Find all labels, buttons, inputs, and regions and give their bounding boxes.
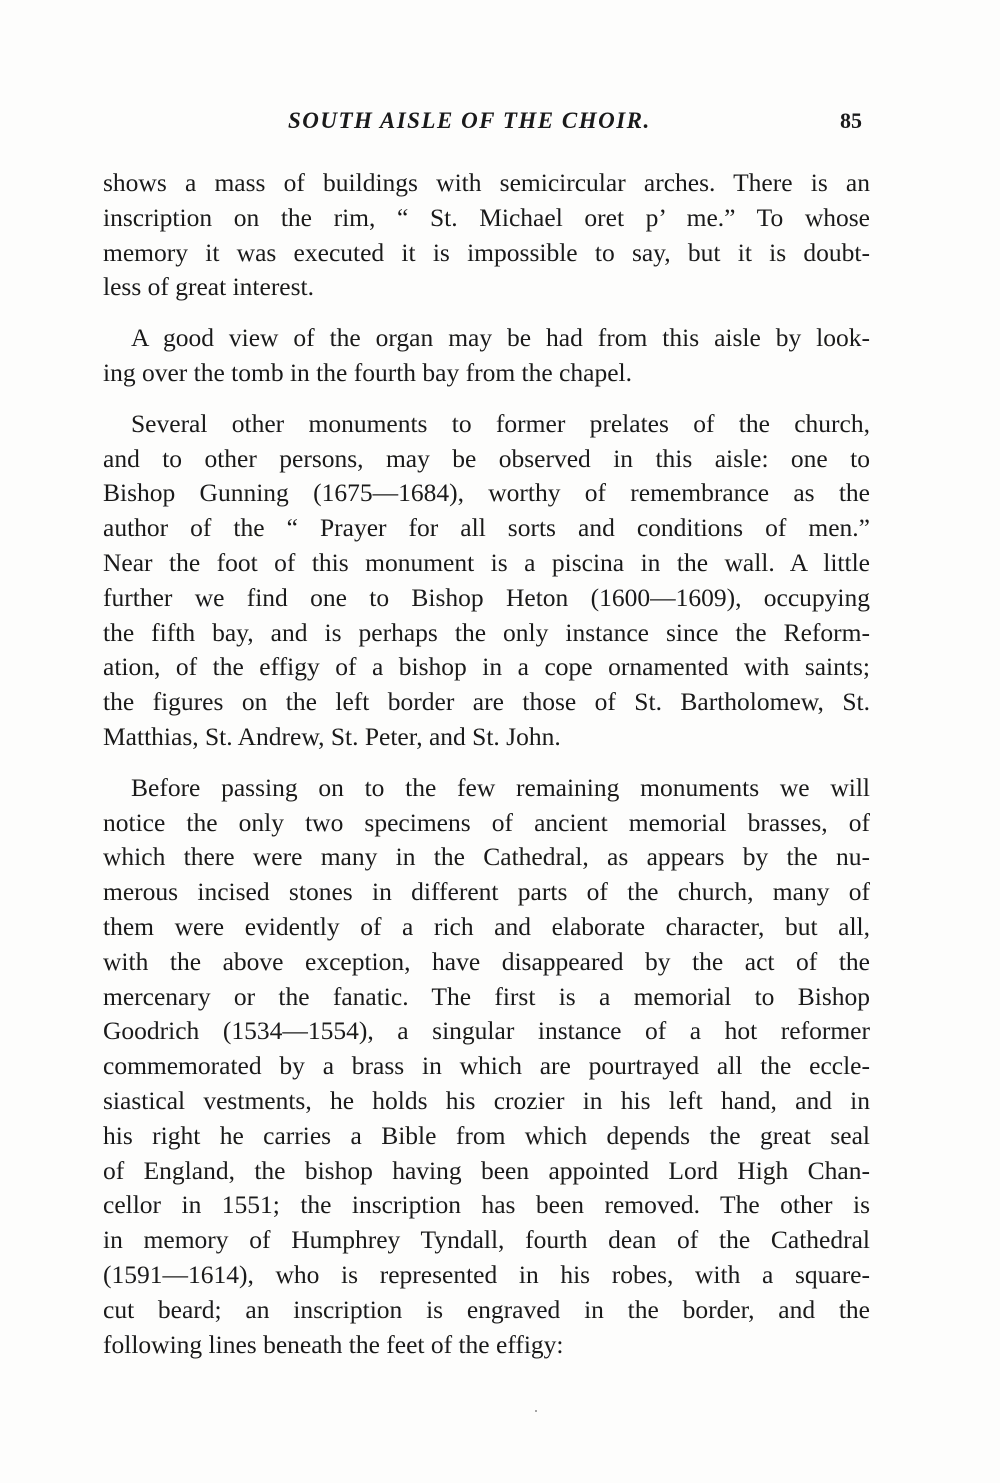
text-line: and to other persons, may be observed in this aisle: one to: [103, 443, 870, 473]
text-line: Matthias, St. Andrew, St. Peter, and St. John.: [103, 721, 561, 751]
text-line: his right he carries a Bible from which depends the great seal: [103, 1120, 870, 1150]
text-line: Several other monuments to former prelates of the church,: [131, 408, 870, 438]
paragraph: [103, 166, 870, 305]
text-line: A good view of the organ may be had from this aisle by look-: [131, 323, 870, 353]
text-line: ing over the tomb in the fourth bay from the chapel.: [103, 357, 632, 387]
running-head: [0, 108, 1000, 148]
paragraph: [103, 771, 870, 1363]
text-line: in memory of Humphrey Tyndall, fourth dean of the Cathedral: [103, 1225, 870, 1255]
text-line: shows a mass of buildings with semicircular arches. There is an: [103, 168, 870, 197]
paragraph: [103, 407, 870, 755]
text-line: the fifth bay, and is perhaps the only instance since the Reform-: [103, 617, 870, 647]
text-line: cellor in 1551; the inscription has been removed. The other is: [103, 1190, 870, 1220]
text-line: following lines beneath the feet of the effigy:: [103, 1329, 564, 1359]
text-line: with the above exception, have disappeared by the act of the: [103, 946, 870, 976]
text-line: author of the “ Prayer for all sorts and conditions of men.”: [103, 513, 870, 543]
body-text: [103, 166, 870, 1378]
text-line: the figures on the left border are those of St. Bartholomew, St.: [103, 687, 870, 717]
text-line: mercenary or the fanatic. The first is a memorial to Bishop: [103, 981, 870, 1011]
text-line: which there were many in the Cathedral, as appears by the nu-: [103, 842, 870, 872]
text-line: them were evidently of a rich and elaborate character, but all,: [103, 911, 870, 941]
text-line: Near the foot of this monument is a piscina in the wall. A little: [103, 547, 870, 577]
text-line: cut beard; an inscription is engraved in the border, and the: [103, 1294, 870, 1324]
text-line: notice the only two specimens of ancient memorial brasses, of: [103, 807, 870, 837]
text-line: Before passing on to the few remaining monuments we will: [131, 772, 870, 802]
text-line: Goodrich (1534—1554), a singular instance of a hot reformer: [103, 1016, 870, 1046]
text-line: further we find one to Bishop Heton (1600—1609), occupying: [103, 582, 870, 612]
text-line: ation, of the effigy of a bishop in a cope ornamented with saints;: [103, 652, 870, 682]
text-line: inscription on the rim, “ St. Michael oret p’ me.” To whose: [103, 202, 870, 232]
text-line: merous incised stones in different parts of the church, many of: [103, 877, 870, 907]
text-line: of England, the bishop having been appointed Lord High Chan-: [103, 1155, 870, 1185]
page-number: 85: [840, 108, 862, 133]
text-line: Bishop Gunning (1675—1684), worthy of remembrance as the: [103, 478, 870, 508]
text-line: memory it was executed it is impossible to say, but it is doubt-: [103, 237, 870, 267]
text-line: siastical vestments, he holds his crozier in his left hand, and in: [103, 1085, 870, 1115]
text-line: (1591—1614), who is represented in his robes, with a square-: [103, 1259, 870, 1289]
print-speck: [535, 1410, 537, 1412]
text-line: commemorated by a brass in which are pourtrayed all the eccle-: [103, 1051, 870, 1081]
paragraph: [103, 321, 870, 391]
running-title: SOUTH AISLE OF THE CHOIR.: [288, 108, 651, 133]
text-line: less of great interest.: [103, 272, 315, 302]
